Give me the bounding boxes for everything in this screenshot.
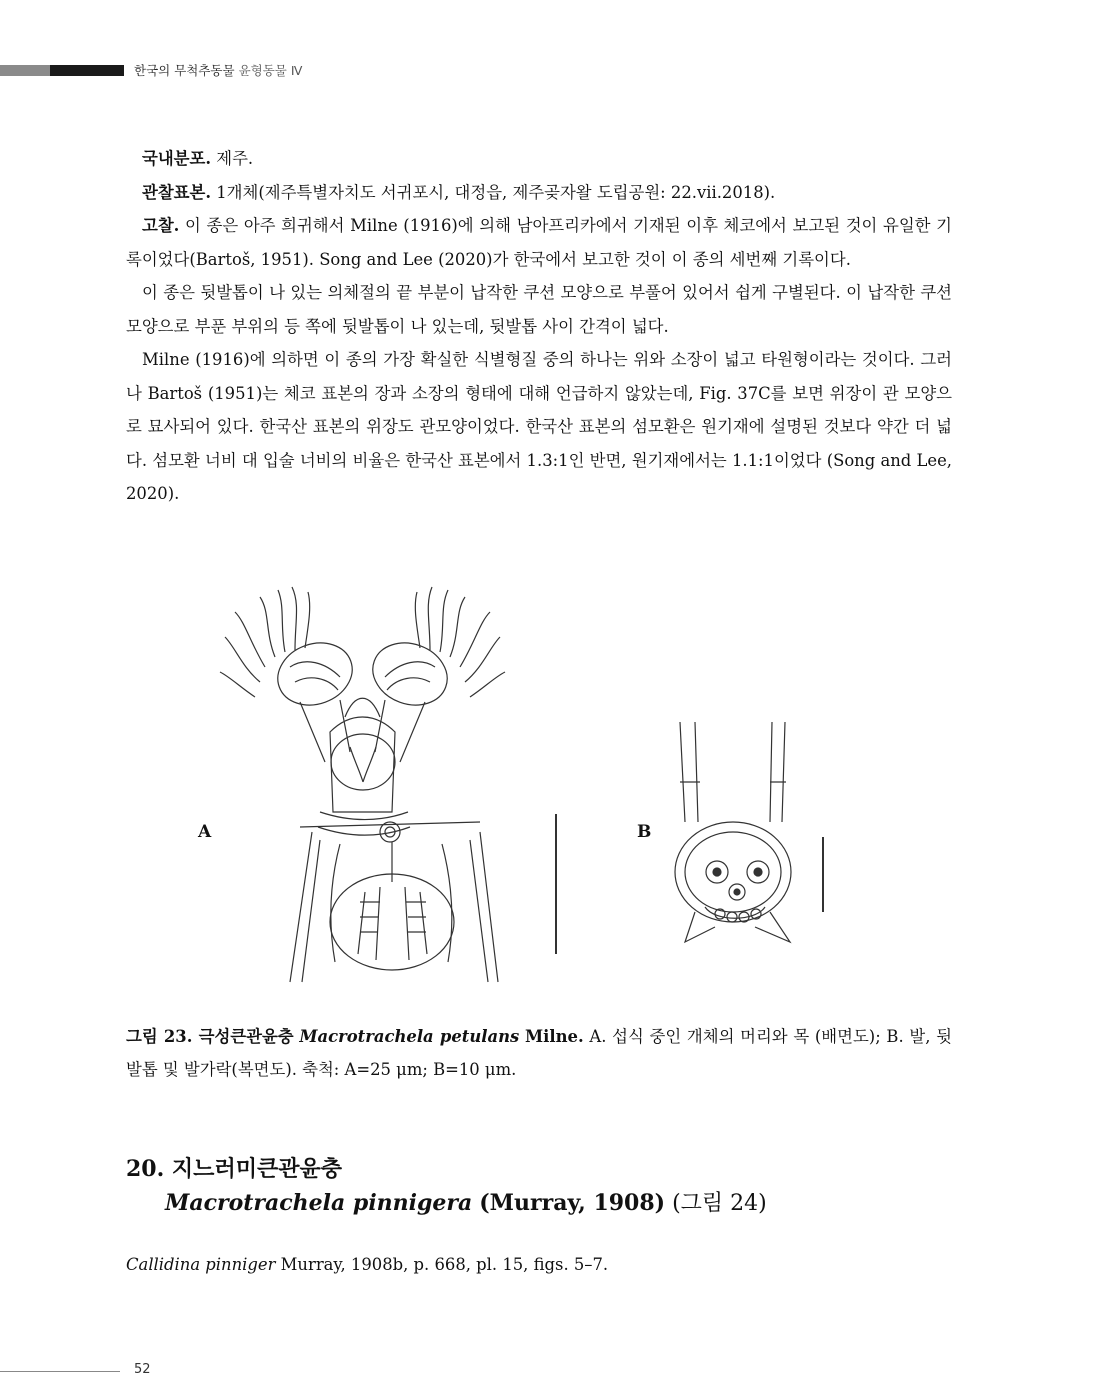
volume-title: 윤형동물 Ⅳ	[238, 63, 303, 78]
distribution-paragraph	[126, 142, 952, 176]
figure-drawing	[180, 582, 830, 1002]
section-author: (Murray, 1908)	[479, 1190, 666, 1216]
header-bar-black	[50, 65, 124, 76]
drawing-b	[675, 722, 823, 942]
specimen-label: 관찰표본.	[142, 182, 212, 202]
running-header	[134, 61, 302, 79]
caption-label: 그림 23. 극성큰관윤충	[126, 1027, 294, 1046]
section-figref: (그림 24)	[672, 1191, 767, 1216]
specimen-text: 1개체(제주특별자치도 서귀포시, 대정읍, 제주곶자왈 도립공원: 22.vii.2018).	[211, 182, 776, 202]
section-species-line	[165, 1186, 767, 1221]
book-title: 한국의 무척추동물	[134, 63, 235, 78]
section-species: Macrotrachela pinnigera	[165, 1190, 473, 1216]
synonym-line	[126, 1255, 608, 1274]
paragraph-2: 이 종은 뒷발톱이 나 있는 의체절의 끝 부분이 납작한 쿠션 모양으로 부풀어 있어서 쉽게 구별된다. 이 납작한 쿠션 모양으로 부푼 부위의 등 쪽에 뒷발톱이 나 있는데, 뒷발톱 사이 간격이 넓다.	[126, 283, 952, 336]
figure-23	[180, 582, 830, 1002]
header-bar-gray	[0, 65, 50, 76]
remarks-text: 이 종은 아주 희귀해서 Milne (1916)에 의해 남아프리카에서 기재된 이후 체코에서 보고된 것이 유일한 기록이었다(Bartoš, 1951). Song and Lee (2020)가 한국에서 보고한 것이 이 종의 세번째 기록이다.	[126, 216, 952, 269]
footer-rule	[0, 1371, 120, 1372]
body-text	[126, 142, 952, 511]
figure-caption	[126, 1020, 952, 1086]
remarks-paragraph	[126, 209, 952, 276]
caption-author: Milne.	[525, 1027, 584, 1046]
figure-label-b: B	[637, 822, 652, 842]
synonym-name: Callidina pinniger	[126, 1255, 276, 1274]
section-title: 20. 지느러미큰관윤충	[126, 1156, 342, 1182]
caption-text: A. 섭식 중인 개체의 머리와 목 (배면도); B. 발, 뒷발톱 및 발가락(복면도). 축척: A=25 μm; B=10 μm.	[126, 1027, 953, 1079]
page-number: 52	[134, 1362, 151, 1377]
caption-species: Macrotrachela petulans	[299, 1027, 520, 1046]
paragraph-3: Milne (1916)에 의하면 이 종의 가장 확실한 식별형질 중의 하나는 위와 소장이 넓고 타원형이라는 것이다. 그러나 Bartoš (1951)는 체코 표본의 장과 소장의 형태에 대해 언급하지 않았는데, Fig. 37C를 보면 위장이 관 모양으로 묘사되어 있다. 한국산 표본의 위장도 관모양이었다. 한국산 표본의 섬모환은 원기재에 설명된 것보다 약간 더 넓다. 섬모환 너비 대 입술 너비의 비율은 한국산 표본에서 1.3:1인 반면, 원기재에서는 1.1:1이었다 (Song and Lee, 2020).	[126, 350, 952, 503]
specimen-paragraph	[126, 176, 952, 210]
remarks-label: 고찰.	[142, 216, 180, 235]
synonym-citation: Murray, 1908b, p. 668, pl. 15, figs. 5–7.	[275, 1255, 609, 1274]
distribution-text: 제주.	[211, 149, 254, 168]
distribution-label: 국내분포.	[142, 149, 212, 168]
figure-label-a: A	[198, 822, 212, 842]
drawing-a	[220, 587, 556, 982]
